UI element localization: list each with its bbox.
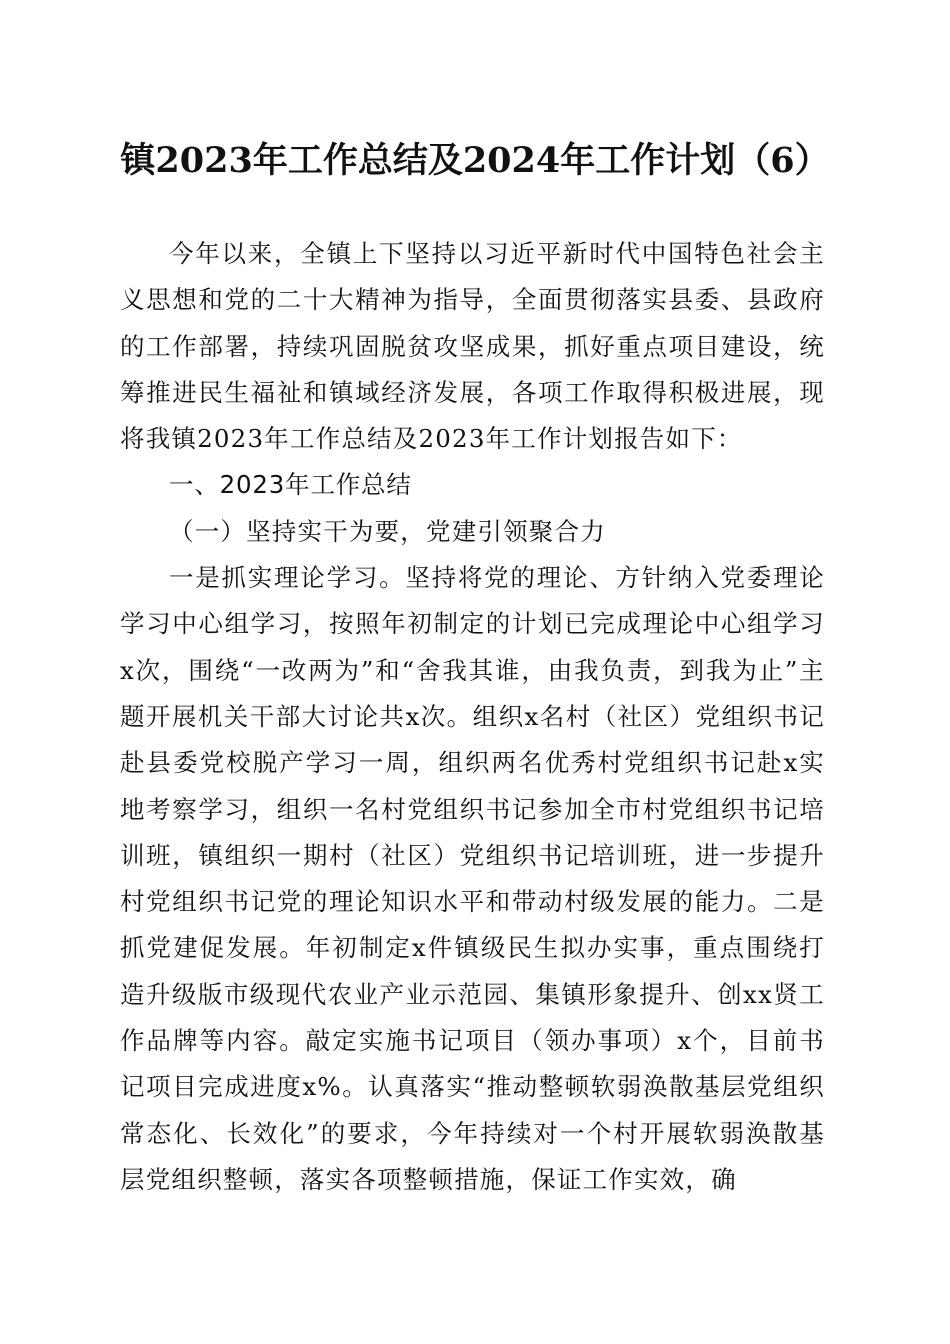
intro-paragraph: 今年以来，全镇上下坚持以习近平新时代中国特色社会主义思想和党的二十大精神为指导，全面贯彻落实县委、县政府的工作部署，持续巩固脱贫攻坚成果，抓好重点项目建设，统筹推进民生福祉和镇域经济发展，各项工作取得积极进展，现将我镇2023年工作总结及2023年工作计划报告如下： xyxy=(120,239,825,454)
section-heading: 一、2023年工作总结 xyxy=(169,470,412,500)
body-paragraph: 一是抓实理论学习。坚持将党的理论、方针纳入党委理论学习中心组学习，按照年初制定的计划已完成理论中心组学习x次，围绕“一改两为”和“舍我其谁，由我负责，到我为止”主题开展机关干部大讨论共x次。组织x名村（社区）党组织书记赴县委党校脱产学习一周，组织两名优秀村党组织书记赴x实地考察学习，组织一名村党组织书记参加全市村党组织书记培训班，镇组织一期村（社区）党组织书记培训班，进一步提升村党组织书记党的理论知识水平和带动村级发展的能力。二是抓党建促发展。年初制定x件镇级民生拟办实事，重点围绕打造升级版市级现代农业产业示范园、集镇形象提升、创xx贤工作品牌等内容。敲定实施书记项目（领办事项）x个，目前书记项目完成进度x%。认真落实“推动整顿软弱涣散基层党组织常态化、长效化”的要求，今年持续对一个村开展软弱涣散基层党组织整顿，落实各项整顿措施，保证工作实效，确 xyxy=(120,563,825,1194)
subsection-heading: （一）坚持实干为要，党建引领聚合力 xyxy=(169,516,606,546)
document-body xyxy=(120,231,825,1203)
document-title: 镇2023年工作总结及2024年工作计划（6） xyxy=(120,140,830,181)
